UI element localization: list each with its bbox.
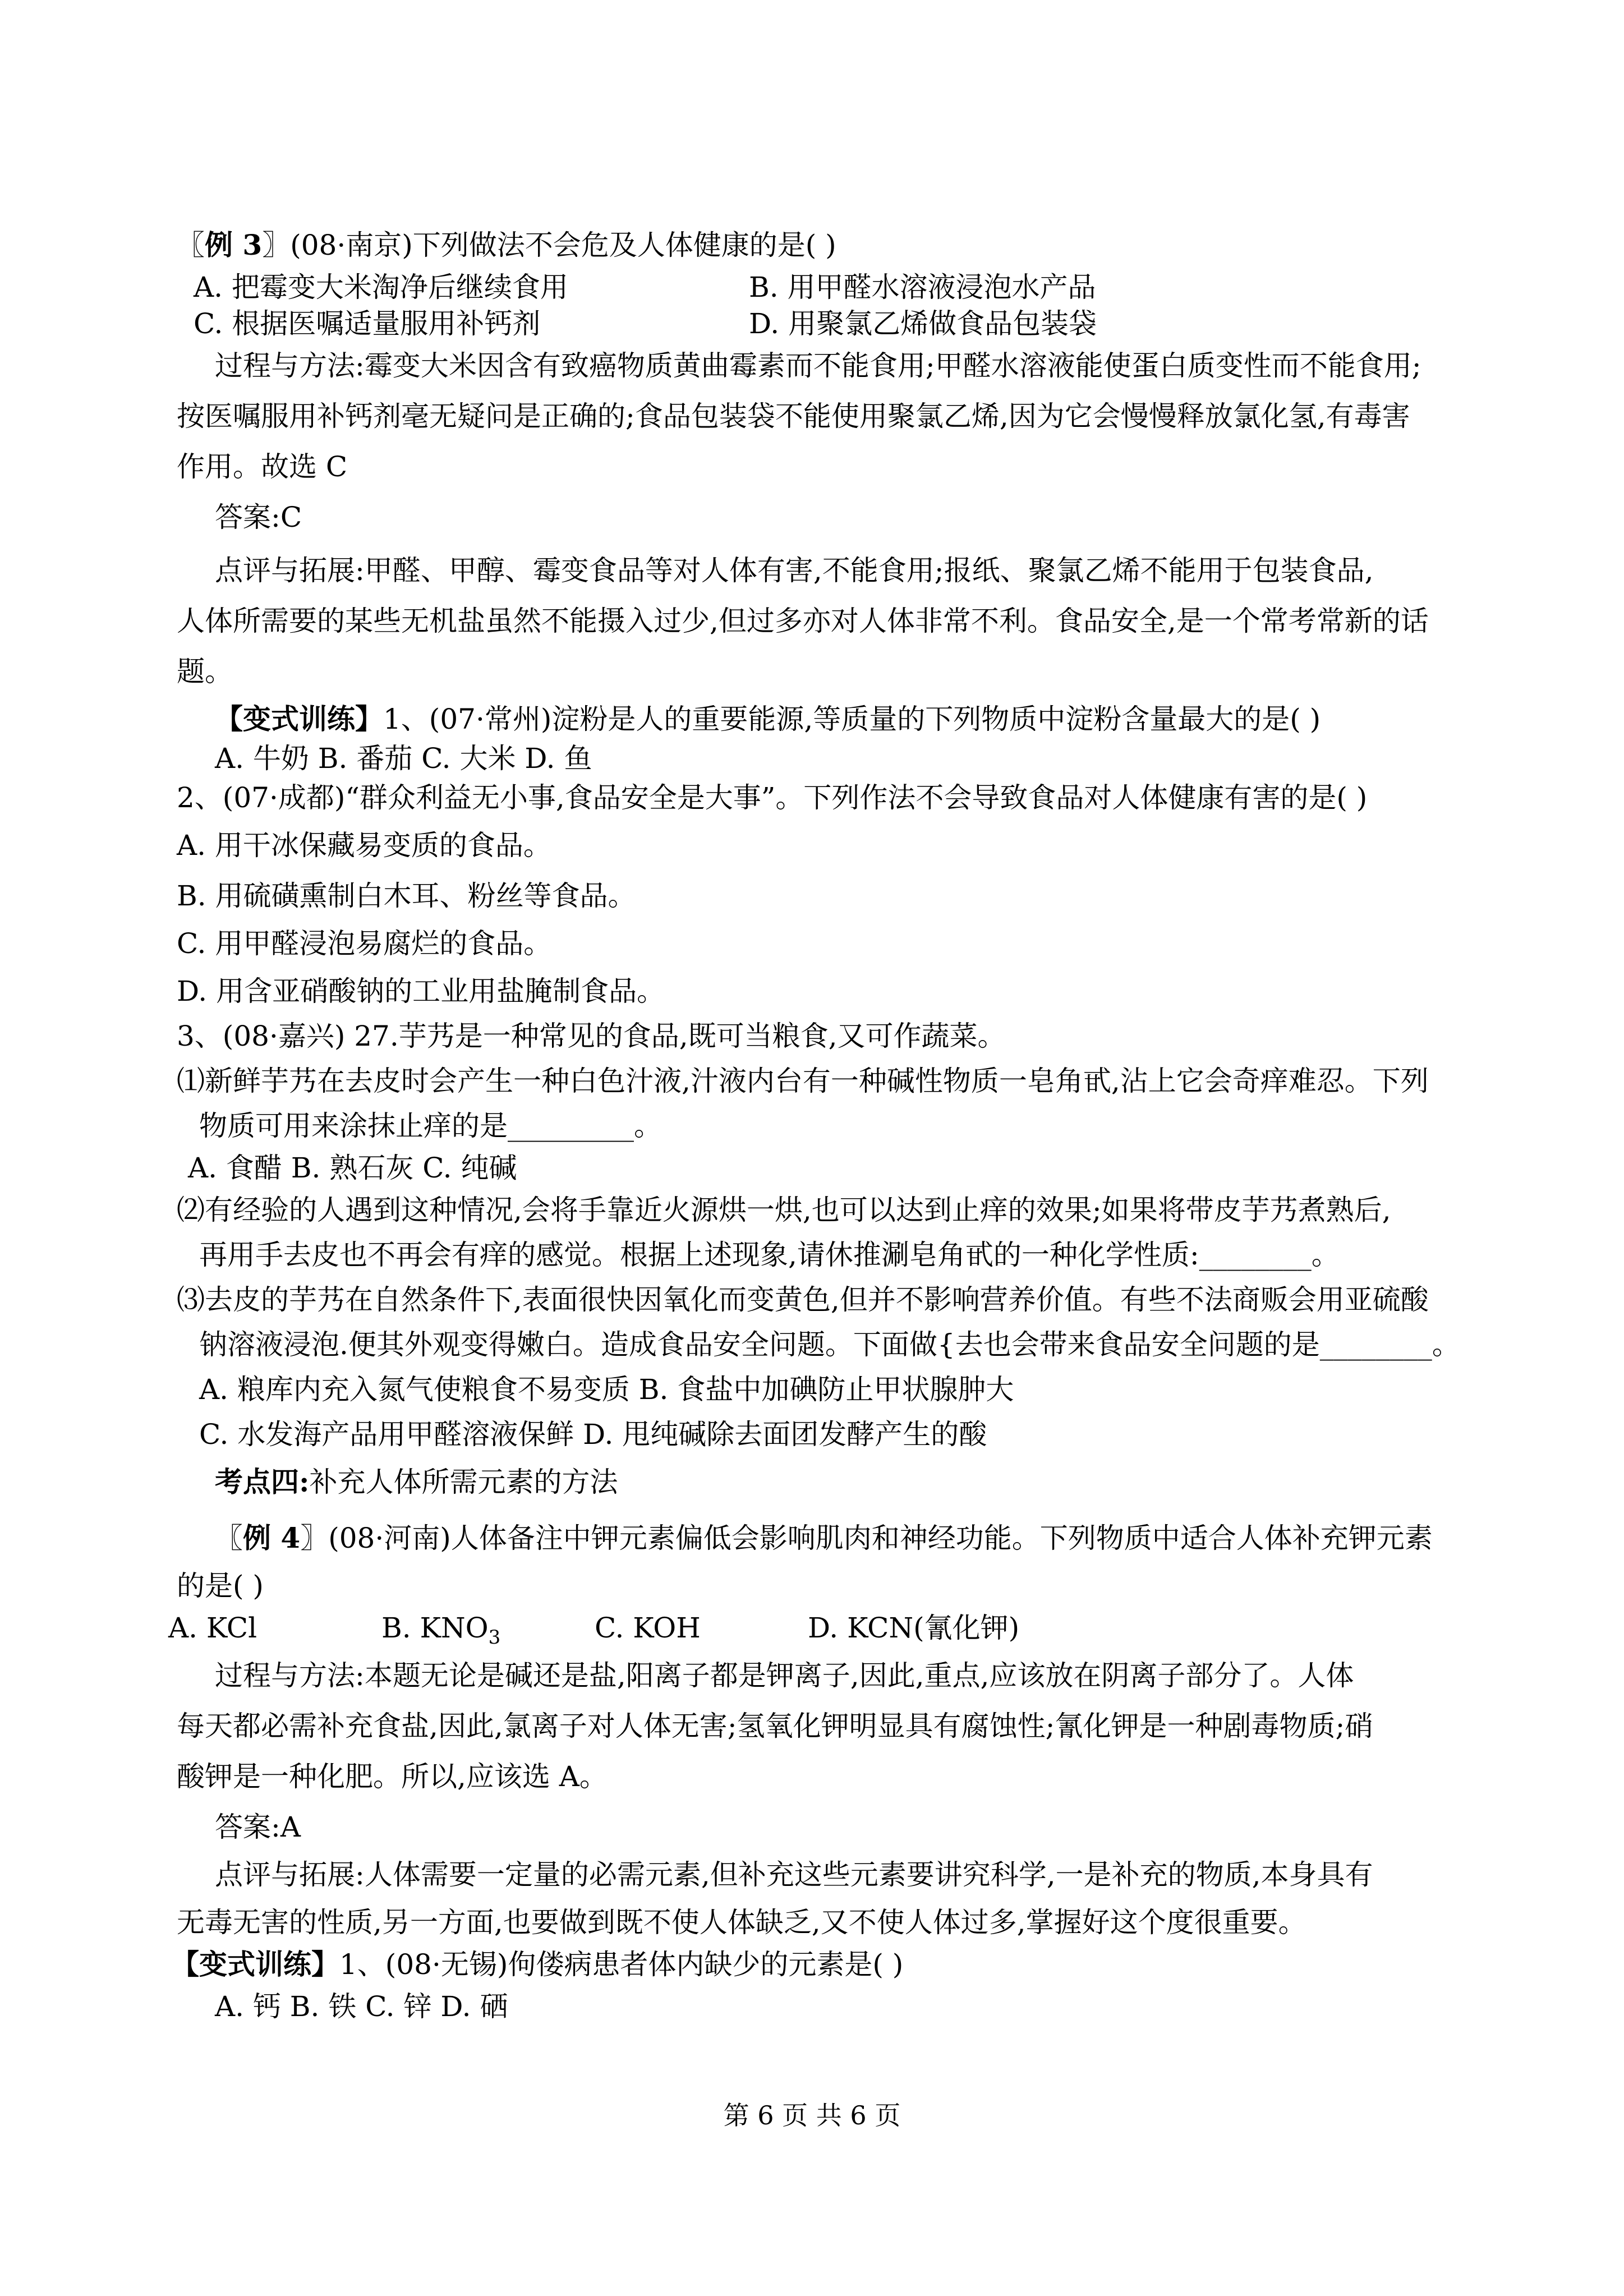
text-segment: 过程与方法:本题无论是碱还是盐,阳离子都是钾离子,因此,重点,应该放在阴离子部分了。人体: [215, 1659, 1354, 1692]
text-segment: 物质可用来涂抹止痒的是_________。: [199, 1110, 662, 1142]
text-line: [215, 1658, 1354, 1694]
text-segment: C. KOH: [595, 1612, 701, 1644]
text-segment: 〖: [215, 1522, 243, 1554]
text-line: [595, 1610, 701, 1646]
text-line: [215, 499, 302, 535]
text-segment: D. KCN(氰化钾): [808, 1612, 1020, 1644]
text-segment: 无毒无害的性质,另一方面,也要做到既不使人体缺乏,又不使人体过多,掌握好这个度很重要。: [177, 1906, 1306, 1939]
text-line: [177, 1192, 1391, 1228]
text-segment: 【变式训练】: [215, 702, 383, 735]
text-line: [199, 1372, 1014, 1407]
text-segment: 题。: [177, 655, 233, 688]
text-segment: 酸钾是一种化肥。所以,应该选 A。: [177, 1760, 608, 1793]
text-line: [177, 449, 347, 485]
text-line: [177, 1568, 264, 1604]
text-segment: 【变式训练】: [171, 1948, 339, 1981]
text-segment: 〖: [177, 229, 205, 261]
text-segment: 〗(08·河南)人体备注中钾元素偏低会影响肌肉和神经功能。下列物质中适合人体补充钾元素: [300, 1522, 1433, 1554]
text-segment: 2、(07·成都)“群众利益无小事,食品安全是大事”。下列作法不会导致食品对人体健康有害的是( ): [177, 781, 1368, 814]
text-line: [199, 1416, 987, 1452]
text-line: [177, 1759, 608, 1795]
text-segment: 钠溶液浸泡.便其外观变得嫩白。造成食品安全问题。下面做{去也会带来食品安全问题的是________。: [199, 1328, 1460, 1361]
text-line: [749, 306, 1097, 342]
text-segment: B. 用硫磺熏制白木耳、粉丝等食品。: [177, 880, 636, 912]
text-line: [215, 701, 1321, 737]
text-segment: 点评与拓展:甲醛、甲醇、霉变食品等对人体有害,不能食用;报纸、聚氯乙烯不能用于包装食品,: [215, 554, 1374, 587]
text-segment: C. 根据医嘱适量服用补钙剂: [194, 307, 541, 340]
text-segment: 作用。故选 C: [177, 450, 348, 483]
text-line: [199, 1327, 1460, 1363]
text-segment: 点评与拓展:人体需要一定量的必需元素,但补充这些元素要讲究科学,一是补充的物质,本身具有: [215, 1858, 1373, 1891]
text-line: [177, 827, 551, 863]
text-segment: A. KCl: [168, 1612, 257, 1644]
text-segment: D. 用含亚硝酸钠的工业用盐腌制食品。: [177, 975, 665, 1007]
text-line: [199, 1237, 1340, 1273]
text-line: [215, 348, 1421, 384]
text-line: [171, 1947, 903, 1982]
text-segment: B. 用甲醛水溶液浸泡水产品: [749, 271, 1096, 303]
text-segment: ⑶去皮的芋艿在自然条件下,表面很快因氧化而变黄色,但并不影响营养价值。有些不法商贩会用亚硫酸: [177, 1283, 1429, 1316]
text-segment: 过程与方法:霉变大米因含有致癌物质黄曲霉素而不能食用;甲醛水溶液能使蛋白质变性而不能食用;: [215, 349, 1421, 382]
text-segment: 1、(07·常州)淀粉是人的重要能源,等质量的下列物质中淀粉含量最大的是( ): [383, 703, 1321, 735]
text-line: [177, 1018, 1006, 1054]
text-segment: 例 3: [205, 228, 263, 261]
text-segment: A. 粮库内充入氮气使粮食不易变质 B. 食盐中加碘防止甲状腺肿大: [199, 1373, 1014, 1406]
text-segment: D. 用聚氯乙烯做食品包装袋: [749, 307, 1097, 340]
text-line: [749, 269, 1096, 305]
text-line: [177, 1708, 1373, 1744]
text-segment: C. 用甲醛浸泡易腐烂的食品。: [177, 927, 552, 960]
text-line: [177, 1063, 1429, 1099]
text-line: [177, 878, 636, 914]
text-line: [215, 553, 1373, 588]
text-segment: 例 4: [243, 1521, 301, 1554]
text-line: [177, 926, 551, 961]
text-segment: A. 用干冰保藏易变质的食品。: [177, 829, 551, 862]
text-line: [215, 1809, 301, 1845]
text-segment: 的是( ): [177, 1570, 264, 1602]
page-footer: 第 6 页 共 6 页: [723, 2100, 901, 2131]
text-line: [199, 1108, 662, 1144]
text-segment: A. 牛奶 B. 番茄 C. 大米 D. 鱼: [215, 742, 592, 775]
text-line: [194, 269, 568, 305]
text-line: [177, 973, 665, 1009]
text-segment: 考点四:: [215, 1465, 310, 1498]
text-segment: 〗(08·南京)下列做法不会危及人体健康的是( ): [262, 229, 836, 261]
text-segment: 每天都必需补充食盐,因此,氯离子对人体无害;氢氧化钾明显具有腐蚀性;氰化钾是一种剧毒物质;硝: [177, 1710, 1373, 1742]
text-segment: 再用手去皮也不再会有痒的感觉。根据上述现象,请休推涮皂角甙的一种化学性质:________。: [199, 1239, 1340, 1271]
text-line: [188, 1150, 517, 1186]
text-line: [215, 1464, 618, 1500]
text-segment: 3: [488, 1626, 501, 1649]
text-line: [177, 654, 233, 689]
text-line: [381, 1610, 501, 1649]
text-segment: B. KNO: [381, 1612, 489, 1644]
text-line: [177, 780, 1367, 816]
text-segment: 3、(08·嘉兴) 27.芋艿是一种常见的食品,既可当粮食,又可作蔬菜。: [177, 1020, 1006, 1052]
text-segment: 人体所需要的某些无机盐虽然不能摄入过少,但过多亦对人体非常不利。食品安全,是一个常考常新的话: [177, 605, 1429, 637]
text-segment: C. 水发海产品用甲醛溶液保鲜 D. 甩纯碱除去面团发酵产生的酸: [199, 1418, 987, 1451]
text-segment: A. 把霉变大米淘净后继续食用: [194, 271, 568, 303]
text-segment: A. 食醋 B. 熟石灰 C. 纯碱: [188, 1152, 517, 1184]
text-line: [808, 1610, 1019, 1646]
text-segment: A. 钙 B. 铁 C. 锌 D. 硒: [215, 1990, 508, 2023]
text-line: [177, 1904, 1306, 1940]
text-segment: ⑴新鲜芋艿在去皮时会产生一种白色汁液,汁液内台有一种碱性物质一皂角甙,沾上它会奇痒难忍。下列: [177, 1065, 1429, 1097]
text-line: [168, 1610, 257, 1646]
text-line: [177, 603, 1429, 639]
text-line: [177, 227, 836, 263]
text-line: [177, 398, 1410, 434]
text-segment: 1、(08·无锡)佝偻病患者体内缺少的元素是( ): [339, 1948, 904, 1981]
text-line: [177, 1282, 1429, 1318]
text-segment: 答案:C: [215, 501, 302, 533]
text-segment: 补充人体所需元素的方法: [309, 1466, 618, 1498]
text-segment: 答案:A: [215, 1811, 301, 1843]
text-segment: 按医嘱服用补钙剂毫无疑问是正确的;食品包装袋不能使用聚氯乙烯,因为它会慢慢释放氯化氢,有毒害: [177, 400, 1410, 432]
text-line: [215, 1520, 1433, 1556]
text-segment: ⑵有经验的人遇到这种情况,会将手靠近火源烘一烘,也可以达到止痒的效果;如果将带皮芋艿煮熟后,: [177, 1194, 1391, 1226]
text-line: [215, 1857, 1373, 1893]
text-line: [215, 740, 592, 776]
text-line: [194, 306, 540, 342]
text-line: [215, 1989, 508, 2024]
